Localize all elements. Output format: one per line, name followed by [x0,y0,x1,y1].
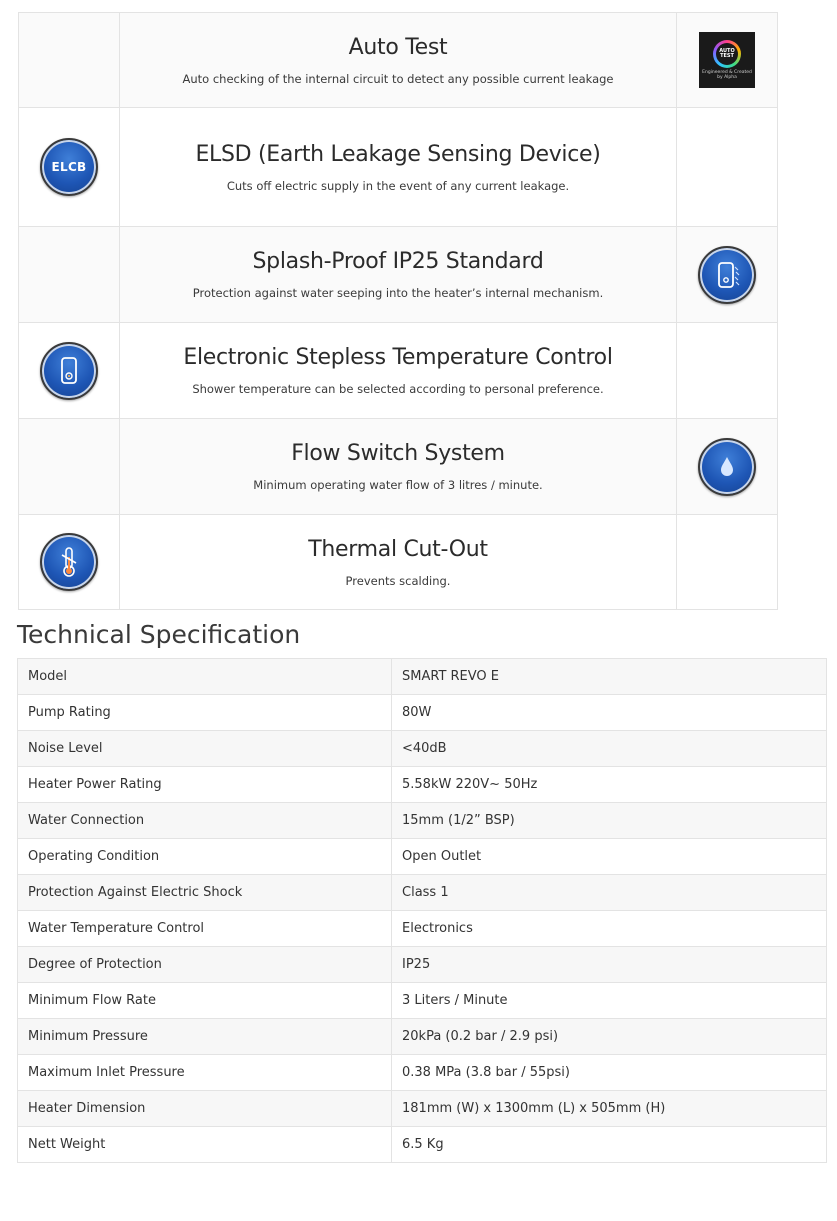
spec-label: Water Temperature Control [18,911,392,947]
feature-text-cell [120,227,677,323]
features-table [18,12,778,610]
spec-row [18,875,827,911]
spec-value: SMART REVO E [392,659,827,695]
auto-test-logo-icon [699,32,755,88]
spec-value: 181mm (W) x 1300mm (L) x 505mm (H) [392,1091,827,1127]
temperature-control-icon [40,342,98,400]
spec-value: 6.5 Kg [392,1127,827,1163]
spec-heading: Technical Specification [17,620,301,649]
feature-icon-cell-right [677,108,778,227]
feature-text-cell [120,515,677,610]
feature-text-cell [120,323,677,419]
feature-description: Prevents scalding. [345,573,451,588]
spec-value: IP25 [392,947,827,983]
feature-icon-cell-left [19,515,120,610]
spec-value: Class 1 [392,875,827,911]
feature-icon-cell-left [19,108,120,227]
spec-row [18,767,827,803]
spec-label: Heater Power Rating [18,767,392,803]
spec-row [18,911,827,947]
spec-label: Degree of Protection [18,947,392,983]
spec-row [18,731,827,767]
spec-value: Electronics [392,911,827,947]
thermometer-icon [40,533,98,591]
spec-label: Maximum Inlet Pressure [18,1055,392,1091]
feature-icon-cell-right [677,323,778,419]
feature-row-thermal-cut-out [19,515,778,610]
feature-title: Electronic Stepless Temperature Control [183,345,613,370]
spec-value: 5.58kW 220V~ 50Hz [392,767,827,803]
spec-label: Operating Condition [18,839,392,875]
spec-label: Minimum Pressure [18,1019,392,1055]
spec-row [18,983,827,1019]
feature-icon-cell-left [19,13,120,108]
feature-description: Auto checking of the internal circuit to detect any possible current leakage [182,71,614,86]
feature-icon-cell-left [19,323,120,419]
spec-value: 3 Liters / Minute [392,983,827,1019]
feature-description: Cuts off electric supply in the event of any current leakage. [226,178,570,193]
feature-title: Splash-Proof IP25 Standard [252,249,544,274]
spec-label: Heater Dimension [18,1091,392,1127]
spec-row [18,659,827,695]
spec-row [18,695,827,731]
feature-icon-cell-right [677,227,778,323]
spec-label: Noise Level [18,731,392,767]
spec-label: Minimum Flow Rate [18,983,392,1019]
feature-row-elsd [19,108,778,227]
auto-test-logo-text: AUTO TEST [716,43,738,65]
feature-row-flow-switch [19,419,778,515]
feature-description: Minimum operating water flow of 3 litres / minute. [253,478,543,492]
feature-title: ELSD (Earth Leakage Sensing Device) [195,141,601,167]
spec-label: Model [18,659,392,695]
feature-text-cell [120,108,677,227]
feature-text-cell [120,419,677,515]
splash-proof-icon [698,246,756,304]
spec-value: Open Outlet [392,839,827,875]
spec-label: Protection Against Electric Shock [18,875,392,911]
spec-row [18,947,827,983]
feature-title: Flow Switch System [291,441,505,466]
feature-row-temperature-control [19,323,778,419]
auto-test-logo-caption: Engineered & Created by Alpha [702,69,752,80]
elcb-icon [40,138,98,196]
feature-icon-cell-right [677,419,778,515]
feature-title: Thermal Cut-Out [308,536,488,562]
spec-value: 20kPa (0.2 bar / 2.9 psi) [392,1019,827,1055]
feature-icon-cell-left [19,419,120,515]
feature-icon-cell-right [677,13,778,108]
spec-value: 15mm (1/2” BSP) [392,803,827,839]
spec-row [18,1091,827,1127]
feature-description: Shower temperature can be selected according to personal preference. [192,382,604,396]
feature-description: Protection against water seeping into the heater’s internal mechanism. [192,286,604,300]
spec-label: Nett Weight [18,1127,392,1163]
spec-row [18,839,827,875]
elcb-icon-label: ELCB [51,160,87,174]
feature-row-auto-test [19,13,778,108]
feature-title: Auto Test [348,34,448,60]
spec-label: Water Connection [18,803,392,839]
feature-icon-cell-right [677,515,778,610]
spec-row [18,803,827,839]
spec-label: Pump Rating [18,695,392,731]
spec-value: 80W [392,695,827,731]
spec-table [17,658,827,1163]
feature-row-splash-proof [19,227,778,323]
spec-row [18,1055,827,1091]
spec-value: <40dB [392,731,827,767]
spec-row [18,1127,827,1163]
water-drop-icon [698,438,756,496]
feature-icon-cell-left [19,227,120,323]
spec-value: 0.38 MPa (3.8 bar / 55psi) [392,1055,827,1091]
auto-test-ring [713,40,741,68]
spec-row [18,1019,827,1055]
feature-text-cell [120,13,677,108]
